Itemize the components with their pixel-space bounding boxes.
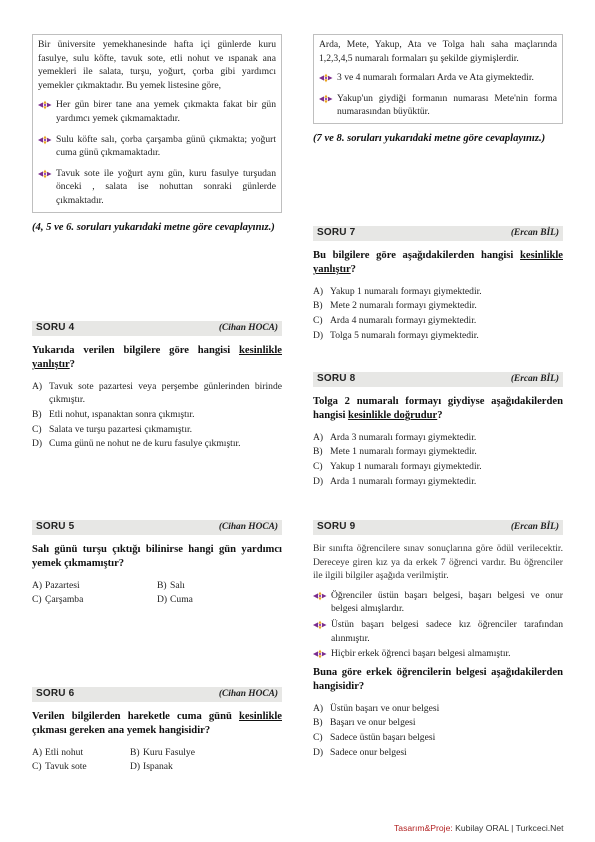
- question-number: SORU 6: [36, 688, 75, 700]
- bullet-list: [313, 589, 563, 661]
- diamond-arrow-icon: [313, 590, 327, 602]
- question-header: [313, 226, 563, 241]
- bullet-item: 3 ve 4 numaralı formaları Arda ve Ata giymektedir.: [319, 71, 557, 85]
- bullet-item: Tavuk sote ile yoğurt aynı gün, kuru fasulye turşudan önceki , salata ise nohuttan sonraki günlerde çıkmaktadır.: [38, 167, 276, 208]
- bullet-item: Yakup'un giydiği formanın numarası Mete'nin forma numarasından büyüktür.: [319, 92, 557, 119]
- option-d[interactable]: D) Ispanak: [130, 761, 173, 773]
- instruction-note: (4, 5 ve 6. soruları yukarıdaki metne göre cevaplayınız.): [32, 221, 275, 233]
- options-grid: [32, 746, 282, 775]
- options-grid: [32, 579, 282, 608]
- option-c[interactable]: C) Sadece üstün başarı belgesi: [313, 731, 436, 743]
- option-d[interactable]: D) Tolga 5 numaralı formayı giymektedir.: [313, 329, 479, 341]
- question-number: SORU 7: [317, 227, 356, 239]
- question-9: [313, 520, 563, 760]
- question-text: Tolga 2 numaralı formayı giydiyse aşağıdakilerden hangisi kesinlikle doğrudur?: [313, 396, 563, 422]
- question-header: [313, 372, 563, 387]
- question-author: (Cihan HOCA): [218, 322, 278, 333]
- diamond-arrow-icon: [38, 134, 52, 146]
- instruction-note: (7 ve 8. soruları yukarıdaki metne göre cevaplayınız.): [313, 133, 546, 145]
- diamond-arrow-icon: [319, 72, 333, 84]
- question-header: [313, 520, 563, 535]
- diamond-arrow-icon: [38, 168, 52, 180]
- option-b[interactable]: B) Başarı ve onur belgesi: [313, 717, 416, 729]
- question-text: Buna göre erkek öğrencilerin belgesi aşağıdakilerden hangisidir?: [313, 666, 563, 693]
- bullet-item: Sulu köfte salı, çorba çarşamba günü çıkmakta; yoğurt cuma günü çıkmamaktadır.: [38, 133, 276, 160]
- option-d[interactable]: D) Cuma günü ne nohut ne de kuru fasulye çıkmıştır.: [32, 438, 241, 450]
- option-b[interactable]: B) Salı: [157, 579, 185, 591]
- bullet-item: Öğrenciler üstün başarı belgesi, başarı belgesi ve onur belgesi almışlardır.: [313, 589, 563, 616]
- diamond-arrow-icon: [313, 619, 327, 631]
- question-header: [32, 687, 282, 702]
- jersey-info-box: [313, 34, 563, 124]
- question-text: Verilen bilgilerden hareketle cuma günü kesinlikle çıkması gereken ana yemek hangisidir?: [32, 711, 282, 737]
- question-header: [32, 321, 282, 336]
- question-5: [32, 520, 282, 608]
- option-c[interactable]: C) Salata ve turşu pazartesi çıkmamıştır.: [32, 423, 193, 435]
- question-4: [32, 321, 282, 452]
- option-d[interactable]: D) Cuma: [157, 594, 193, 606]
- bullet-item: Hiçbir erkek öğrenci başarı belgesi almamıştır.: [313, 647, 563, 661]
- question-6: [32, 687, 282, 775]
- options-list: [313, 285, 563, 342]
- footer-credit: Tasarım&Proje:: [394, 823, 456, 833]
- question-number: SORU 9: [317, 521, 356, 533]
- menu-intro: Bir üniversite yemekhanesinde hafta içi günlerde kuru fasulye, sulu köfte, tavuk sote, etli nohut ve ıspanak ana yemekleri ile salata, turşu, yoğurt, çorba gibi yardımcı yemekler çıkmaktadır. Bu yemek listesine göre,: [38, 39, 276, 91]
- footer-author-site: Kubilay ORAL | Turkceci.Net: [455, 823, 564, 833]
- option-b[interactable]: B) Mete 1 numaralı formayı giymektedir.: [313, 446, 477, 458]
- question-header: [32, 520, 282, 535]
- question-text: Salı günü turşu çıktığı bilinirse hangi gün yardımcı yemek çıkmamıştır?: [32, 544, 282, 570]
- option-d[interactable]: D) Arda 1 numaralı formayı giymektedir.: [313, 475, 477, 487]
- question-author: (Cihan HOCA): [218, 521, 278, 532]
- bullet-item: Üstün başarı belgesi sadece kız öğrenciler tarafından alınmıştır.: [313, 618, 563, 645]
- bullet-item: Her gün birer tane ana yemek çıkmakta fakat bir gün yardımcı yemek çıkmamaktadır.: [38, 98, 276, 125]
- diamond-arrow-icon: [319, 93, 333, 105]
- question-text: Yukarıda verilen bilgilere göre hangisi kesinlikle yanlıştır?: [32, 345, 282, 371]
- question-intro: Bir sınıfta öğrencilere sınav sonuçlarına göre ödül verilecektir. Dereceye giren kız ya da erkek 7 öğrenci vardır. Bu öğrenciler ile ilgili bilgiler aşağıda verilmiştir.: [313, 543, 563, 582]
- jersey-intro: Arda, Mete, Yakup, Ata ve Tolga halı saha maçlarında 1,2,3,4,5 numaralı formaları şu şekilde giymişlerdir.: [319, 39, 557, 64]
- option-a[interactable]: A) Üstün başarı ve onur belgesi: [313, 702, 440, 714]
- option-c[interactable]: C) Arda 4 numaralı formayı giymektedir.: [313, 315, 477, 327]
- options-list: [313, 702, 563, 759]
- question-author: (Ercan BİL): [510, 521, 559, 532]
- right-column: [313, 34, 563, 758]
- option-a[interactable]: A) Yakup 1 numaralı formayı giymektedir.: [313, 285, 482, 297]
- question-text: Bu bilgilere göre aşağıdakilerden hangisi kesinlikle yanlıştır?: [313, 250, 563, 276]
- option-c[interactable]: C) Yakup 1 numaralı formayı giymektedir.: [313, 461, 482, 473]
- question-author: (Cihan HOCA): [218, 688, 278, 699]
- page-footer: [394, 822, 564, 834]
- option-c[interactable]: C) Çarşamba: [32, 594, 84, 606]
- question-author: (Ercan BİL): [510, 227, 559, 238]
- option-b[interactable]: B) Kuru Fasulye: [130, 746, 195, 758]
- menu-info-box: [32, 34, 282, 213]
- question-7: [313, 226, 563, 343]
- diamond-arrow-icon: [313, 648, 327, 660]
- question-author: (Ercan BİL): [510, 373, 559, 384]
- option-d[interactable]: D) Sadece onur belgesi: [313, 746, 407, 758]
- left-column: [32, 34, 282, 773]
- option-a[interactable]: A) Etli nohut: [32, 746, 84, 758]
- option-a[interactable]: A) Arda 3 numaralı formayı giymektedir.: [313, 431, 477, 443]
- option-a[interactable]: A) Tavuk sote pazartesi veya perşembe günlerinden birinde çıkmıştır.: [32, 380, 282, 406]
- question-number: SORU 8: [317, 373, 356, 385]
- option-b[interactable]: B) Mete 2 numaralı formayı giymektedir.: [313, 300, 477, 312]
- option-c[interactable]: C) Tavuk sote: [32, 761, 87, 773]
- question-number: SORU 4: [36, 322, 75, 334]
- diamond-arrow-icon: [38, 99, 52, 111]
- option-a[interactable]: A) Pazartesi: [32, 579, 80, 591]
- question-8: [313, 372, 563, 489]
- option-b[interactable]: B) Etli nohut, ıspanaktan sonra çıkmıştır.: [32, 409, 195, 421]
- question-number: SORU 5: [36, 521, 75, 533]
- options-list: [32, 380, 282, 451]
- options-list: [313, 431, 563, 488]
